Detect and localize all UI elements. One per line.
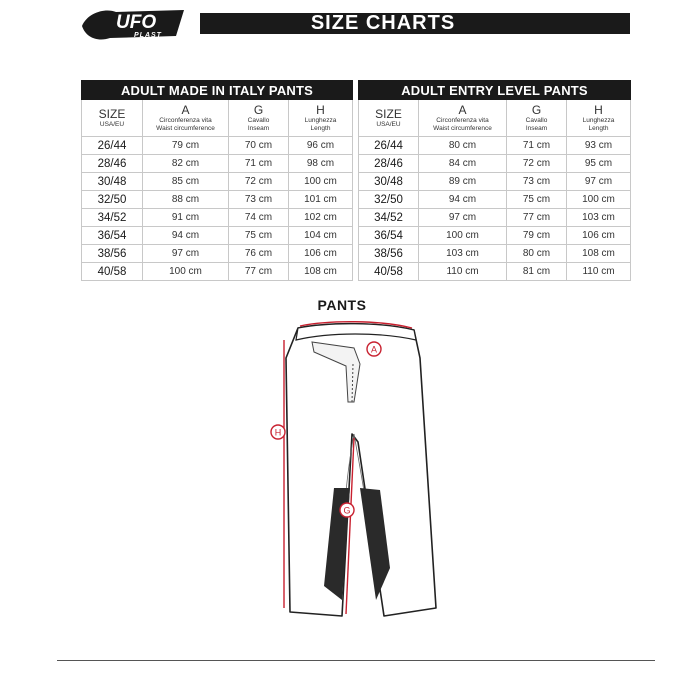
size-cell: 36/54 (359, 227, 419, 245)
measure-cell: 108 cm (567, 245, 631, 263)
measure-cell: 106 cm (289, 245, 353, 263)
column-header (143, 100, 229, 137)
column-header-sub: Cavallo (247, 116, 270, 124)
measure-cell: 97 cm (567, 173, 631, 191)
column-header-sub: Length (310, 124, 331, 132)
measure-cell: 80 cm (507, 245, 567, 263)
measure-cell: 104 cm (289, 227, 353, 245)
column-header-sub: Lunghezza (304, 116, 337, 124)
column-header-main: G (531, 102, 542, 117)
pants-diagram (250, 318, 440, 630)
measure-cell: 85 cm (143, 173, 229, 191)
measure-cell: 73 cm (229, 191, 289, 209)
size-cell: 32/50 (359, 191, 419, 209)
table-row (82, 227, 353, 245)
measure-cell: 77 cm (507, 209, 567, 227)
column-header (289, 100, 353, 137)
column-header (229, 100, 289, 137)
table-row (359, 155, 631, 173)
column-header-sub: Waist circumference (433, 124, 492, 132)
column-header (567, 100, 631, 137)
table-row (82, 173, 353, 191)
measure-cell: 100 cm (419, 227, 507, 245)
size-cell: 26/44 (82, 137, 143, 155)
measure-cell: 95 cm (567, 155, 631, 173)
table-row (359, 209, 631, 227)
column-header-sub: Inseam (525, 124, 548, 132)
measure-cell: 70 cm (229, 137, 289, 155)
marker-label-h: H (274, 427, 282, 438)
table-row (359, 245, 631, 263)
measure-cell: 88 cm (143, 191, 229, 209)
table-caption: ADULT ENTRY LEVEL PANTS (359, 81, 631, 100)
column-header-main: H (316, 102, 325, 117)
measure-cell: 110 cm (419, 263, 507, 281)
table-row (82, 209, 353, 227)
measure-cell: 72 cm (507, 155, 567, 173)
measure-cell: 100 cm (289, 173, 353, 191)
size-cell: 30/48 (359, 173, 419, 191)
measure-cell: 73 cm (507, 173, 567, 191)
measure-cell: 89 cm (419, 173, 507, 191)
column-header-sub: USA/EU (99, 120, 125, 128)
size-cell: 38/56 (359, 245, 419, 263)
table-row (82, 245, 353, 263)
size-cell: 28/46 (359, 155, 419, 173)
column-header-sub: Lunghezza (582, 116, 615, 124)
title-bar (200, 13, 630, 34)
table-row (82, 155, 353, 173)
measure-cell: 101 cm (289, 191, 353, 209)
column-header-main: A (181, 102, 190, 117)
column-header (419, 100, 507, 137)
measure-cell: 103 cm (567, 209, 631, 227)
marker-waist (367, 342, 381, 356)
marker-label-g: G (343, 505, 351, 516)
table-row (359, 227, 631, 245)
table-row (359, 191, 631, 209)
size-cell: 30/48 (82, 173, 143, 191)
column-header-sub: Circonferenza vita (159, 116, 212, 124)
column-header (507, 100, 567, 137)
table-row (82, 263, 353, 281)
column-header-sub: Inseam (247, 124, 270, 132)
size-cell: 40/58 (82, 263, 143, 281)
logo-text: UFO (116, 12, 157, 33)
marker-label-a: A (370, 344, 378, 355)
measure-cell: 82 cm (143, 155, 229, 173)
column-header-main: A (458, 102, 467, 117)
table-row (82, 191, 353, 209)
table-row (359, 263, 631, 281)
column-header-main: SIZE (98, 106, 126, 121)
column-header-sub: Circonferenza vita (436, 116, 489, 124)
measure-cell: 94 cm (419, 191, 507, 209)
measure-cell: 81 cm (507, 263, 567, 281)
measure-cell: 75 cm (507, 191, 567, 209)
measure-cell: 79 cm (143, 137, 229, 155)
measure-cell: 100 cm (567, 191, 631, 209)
column-header (82, 100, 143, 137)
table-row (359, 137, 631, 155)
column-header-sub: USA/EU (376, 120, 401, 128)
logo-subtext: PLAST (134, 32, 162, 39)
column-header-sub: Cavallo (525, 116, 548, 124)
size-cell: 36/54 (82, 227, 143, 245)
measure-cell: 80 cm (419, 137, 507, 155)
table-made-in-italy (81, 80, 353, 281)
column-header-main: SIZE (375, 106, 402, 121)
footer-divider (57, 660, 655, 661)
column-header-sub: Length (588, 124, 609, 132)
measure-cell: 93 cm (567, 137, 631, 155)
measure-cell: 103 cm (419, 245, 507, 263)
measure-cell: 72 cm (229, 173, 289, 191)
measure-cell: 98 cm (289, 155, 353, 173)
measure-cell: 97 cm (419, 209, 507, 227)
measure-cell: 94 cm (143, 227, 229, 245)
measure-cell: 97 cm (143, 245, 229, 263)
table-row (82, 137, 353, 155)
table-row (359, 173, 631, 191)
measure-cell: 110 cm (567, 263, 631, 281)
size-cell: 40/58 (359, 263, 419, 281)
measure-cell: 84 cm (419, 155, 507, 173)
column-header (359, 100, 419, 137)
measure-cell: 96 cm (289, 137, 353, 155)
marker-inseam (340, 503, 354, 517)
diagram-title: PANTS (317, 297, 367, 313)
measure-cell: 74 cm (229, 209, 289, 227)
column-header-main: G (253, 102, 264, 117)
measure-cell: 106 cm (567, 227, 631, 245)
measure-cell: 79 cm (507, 227, 567, 245)
header-row (82, 100, 353, 137)
size-cell: 28/46 (82, 155, 143, 173)
measure-cell: 71 cm (507, 137, 567, 155)
size-cell: 38/56 (82, 245, 143, 263)
header-row (359, 100, 631, 137)
measure-cell: 102 cm (289, 209, 353, 227)
measure-cell: 91 cm (143, 209, 229, 227)
size-cell: 32/50 (82, 191, 143, 209)
column-header-main: H (594, 102, 603, 117)
table-entry-level (358, 80, 631, 281)
measure-cell: 71 cm (229, 155, 289, 173)
table-caption: ADULT MADE IN ITALY PANTS (82, 81, 353, 100)
measure-cell: 75 cm (229, 227, 289, 245)
measure-cell: 100 cm (143, 263, 229, 281)
measure-cell: 77 cm (229, 263, 289, 281)
page-title: SIZE CHARTS (310, 12, 456, 34)
measure-cell: 76 cm (229, 245, 289, 263)
marker-length (271, 425, 285, 439)
measure-cell: 108 cm (289, 263, 353, 281)
pants-outline (286, 324, 436, 616)
column-header-sub: Waist circumference (156, 124, 215, 132)
size-cell: 34/52 (82, 209, 143, 227)
size-cell: 34/52 (359, 209, 419, 227)
size-cell: 26/44 (359, 137, 419, 155)
